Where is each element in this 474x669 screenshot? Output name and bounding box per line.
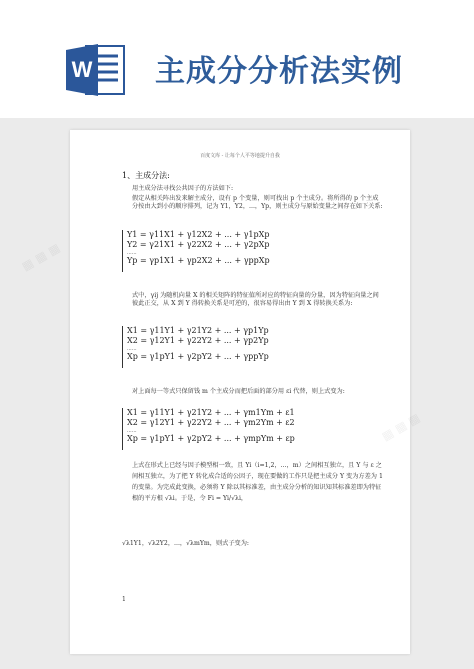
paragraph-1: 用主成分法寻找公共因子的方法如下: <box>132 185 234 192</box>
paragraph-2: 假定从相关阵出发来解主成分，设有 p 个变量，则可找出 p 个主成分。将所得的 p 个主成分按由大到小的顺序排列，记为 Y1，Y2，...，Yp，则主成分与原始变量之间存在如下关系: <box>132 195 383 210</box>
equation-line: X2 = γ12Y1 + γ22Y2 + ... + γm2Ym + ε2 <box>127 418 295 427</box>
equation-brace-3 <box>122 408 123 450</box>
page-number: 1 <box>122 596 126 603</box>
equation-block-2 <box>127 326 327 362</box>
watermark: ▦ ▦ ▦ <box>19 240 63 274</box>
equation-line: Y2 = γ21X1 + γ22X2 + ... + γ2pXp <box>127 240 270 249</box>
paragraph-4: 对上面每一等式只保留钱 m 个主成分而把后面的部分用 εi 代替，则上式变为: <box>132 388 345 395</box>
paragraph-3: 式中，γij 为随机向量 X 的相关矩阵的特征值所对应的特征向量的分量，因为特征向量之间彼此正交，从 X 到 Y 得转换关系是可逆的，很容易得出由 Y 到 X 得转换关系为: <box>132 292 379 307</box>
section-title: 1、主成分法: <box>122 171 170 180</box>
word-document-icon <box>64 42 126 98</box>
paragraph-5: 上式在形式上已经与因子模型相一致，且 Yi（i=1,2，...，m）之间相互独立，且 Y 与 ε 之间相互独立，为了把 Y 转化成合适的公因子，现在要做的工作只是把主成分 Y 变为方差为 1 的变量。为完成此变换，必须将 Y 除以其标准差，由主成分分析的知识知其标准差即为特征根的平方根 √λi。于是，令 Fi = Yi/√λi， <box>132 462 383 502</box>
equation-line: ...... <box>127 250 137 256</box>
equation-line: Y1 = γ11X1 + γ12X2 + ... + γ1pXp <box>127 230 270 239</box>
document-header: 百度文库 - 让每个人平等地提升自我 <box>200 153 280 159</box>
page-title: 主成分分析法实例 <box>155 54 403 89</box>
watermark: ▦ ▦ ▦ <box>379 410 423 444</box>
equation-line: X2 = γ12Y1 + γ22Y2 + ... + γp2Yp <box>127 336 269 345</box>
equation-line: ...... <box>127 428 137 434</box>
equation-line: ...... <box>127 346 137 352</box>
document-page <box>70 130 410 654</box>
equation-line: X1 = γ11Y1 + γ21Y2 + ... + γp1Yp <box>127 326 269 335</box>
equation-brace-2 <box>122 326 123 368</box>
equation-line: Xp = γ1pY1 + γ2pY2 + ... + γppYp <box>127 352 269 361</box>
word-icon-letter: W <box>71 57 93 82</box>
equation-block-1 <box>127 230 327 266</box>
equation-line: X1 = γ11Y1 + γ21Y2 + ... + γm1Ym + ε1 <box>127 408 295 417</box>
equation-block-3 <box>127 408 327 444</box>
equation-brace-1 <box>122 230 123 272</box>
equation-line: Xp = γ1pY1 + γ2pY2 + ... + γmpYm + εp <box>127 434 295 443</box>
title-banner <box>0 0 474 118</box>
paragraph-6: √λ1Y1，√λ2Y2，...，√λmYm，则式子变为: <box>122 540 250 547</box>
equation-line: Yp = γp1X1 + γp2X2 + ... + γppXp <box>127 256 270 265</box>
